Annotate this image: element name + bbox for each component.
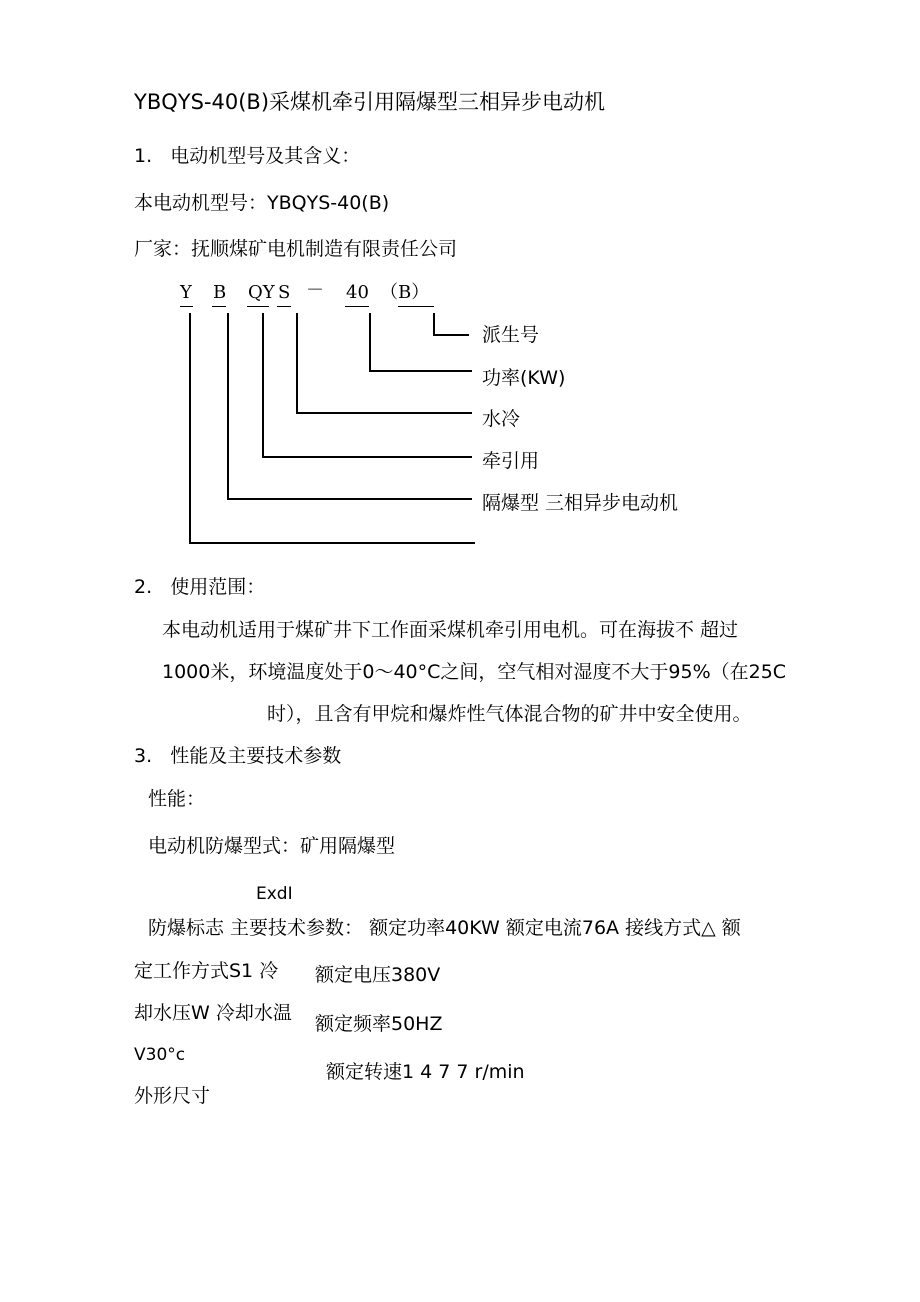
scope-line-2: 1000米，环境温度处于0〜40°C之间，空气相对湿度不大于95%（在25C	[162, 661, 787, 683]
exd-mark: ExdI	[256, 884, 293, 904]
code-part-y: Y	[180, 282, 192, 303]
code-part-qy: QY	[248, 282, 275, 303]
param-left-1: 定工作方式S1 冷	[134, 960, 279, 982]
section-1-heading: 1. 电动机型号及其含义：	[134, 145, 361, 167]
performance-label: 性能：	[148, 788, 206, 810]
code-part-40: 40	[346, 282, 369, 303]
code-underline	[212, 306, 226, 307]
label-water-cooling: 水冷	[482, 408, 521, 430]
connector-suffix	[433, 313, 435, 335]
leader-explosion	[227, 498, 472, 500]
code-underline	[398, 306, 434, 307]
code-part-b: B	[213, 282, 227, 303]
param-right-3: 额定转速1 4 7 7 r/min	[326, 1061, 525, 1083]
leader-traction	[262, 456, 472, 458]
document-title: YBQYS-40(B)采煤机牵引用隔爆型三相异步电动机	[134, 90, 606, 114]
code-underline	[247, 306, 269, 307]
model-line: 本电动机型号：YBQYS-40(B)	[134, 192, 390, 214]
scope-line-3: 时），且含有甲烷和爆炸性气体混合物的矿井中安全使用。	[267, 703, 752, 725]
label-motor-type: 隔爆型 三相异步电动机	[482, 492, 679, 514]
connector-y	[189, 313, 191, 544]
code-part-dash: －	[306, 280, 324, 301]
connector-qy	[262, 313, 264, 457]
param-left-2: 却水压W 冷却水温	[134, 1002, 292, 1024]
leader-suffix	[433, 334, 469, 336]
label-derivative: 派生号	[482, 324, 540, 346]
code-underline	[180, 306, 193, 307]
label-power: 功率(KW)	[482, 367, 566, 389]
section-2-heading: 2. 使用范围：	[134, 576, 266, 598]
connector-b	[227, 313, 229, 499]
leader-power	[369, 370, 472, 372]
param-left-3: V30°c	[134, 1045, 186, 1065]
param-left-4: 外形尺寸	[134, 1085, 211, 1107]
param-right-1: 额定电压380V	[315, 964, 441, 986]
code-part-b-suffix: （B）	[380, 282, 430, 303]
section-3-heading: 3. 性能及主要技术参数	[134, 745, 342, 767]
connector-s	[296, 313, 298, 413]
connector-40	[369, 313, 371, 371]
maker-line: 厂家：抚顺煤矿电机制造有限责任公司	[134, 238, 458, 260]
main-params-line: 防爆标志 主要技术参数： 额定功率40KW 额定电流76A 接线方式△ 额	[148, 917, 741, 939]
code-part-s: S	[278, 282, 291, 303]
leader-water	[296, 412, 472, 414]
label-traction: 牵引用	[482, 450, 540, 472]
leader-motor	[189, 542, 475, 544]
explosion-proof-type: 电动机防爆型式：矿用隔爆型	[148, 835, 396, 857]
code-underline	[277, 306, 291, 307]
code-underline	[345, 306, 369, 307]
param-right-2: 额定频率50HZ	[315, 1013, 443, 1035]
scope-line-1: 本电动机适用于煤矿井下工作面采煤机牵引用电机。可在海拔不 超过	[162, 619, 739, 641]
